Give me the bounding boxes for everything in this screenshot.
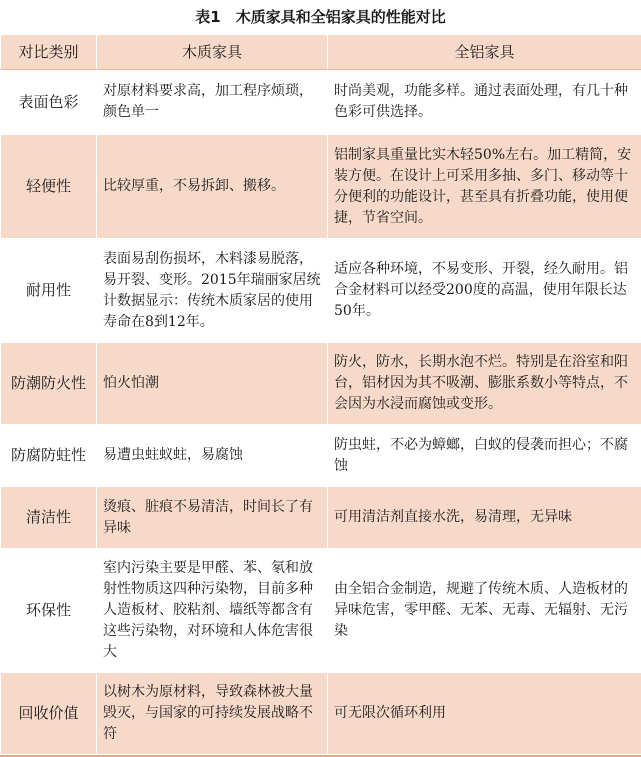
table-row xyxy=(1,135,641,239)
row-wood: 烫痕、脏痕不易清洁，时间长了有异味 xyxy=(97,487,328,549)
row-wood: 对原材料要求高，加工程序烦琐，颜色单一 xyxy=(97,70,328,135)
table-title: 表1 木质家具和全铝家具的性能对比 xyxy=(195,8,446,26)
row-aluminum: 可无限次循环利用 xyxy=(328,673,641,755)
row-aluminum: 时尚美观，功能多样。通过表面处理，有几十种色彩可供选择。 xyxy=(328,70,641,135)
row-category: 轻便性 xyxy=(1,135,97,239)
row-category: 表面色彩 xyxy=(1,70,97,135)
header-row xyxy=(1,35,641,70)
row-wood: 怕火怕潮 xyxy=(97,343,328,425)
table-row xyxy=(1,239,641,343)
row-category: 耐用性 xyxy=(1,239,97,343)
table-row xyxy=(1,673,641,755)
table-row xyxy=(1,343,641,425)
row-category: 防腐防蛀性 xyxy=(1,425,97,487)
row-category: 环保性 xyxy=(1,549,97,673)
row-aluminum: 铝制家具重量比实木轻50%左右。加工精简，安装方便。在设计上可采用多抽、多门、移动等十分便利的功能设计，甚至具有折叠功能，使用便捷，节省空间。 xyxy=(328,135,641,239)
row-aluminum: 防火，防水，长期水泡不烂。特别是在浴室和阳台，铝材因为其不吸潮、膨胀系数小等特点，不会因为水浸而腐蚀或变形。 xyxy=(328,343,641,425)
table-row xyxy=(1,549,641,673)
header-wood: 木质家具 xyxy=(97,35,328,70)
table-row xyxy=(1,425,641,487)
row-wood: 室内污染主要是甲醛、苯、氡和放射性物质这四种污染物，目前多种人造板材、胶粘剂、墙纸等都含有这些污染物，对环境和人体危害很大 xyxy=(97,549,328,673)
comparison-table xyxy=(0,34,641,755)
table-row xyxy=(1,487,641,549)
row-aluminum: 防虫蛀，不必为蟑螂，白蚁的侵袭而担心；不腐蚀 xyxy=(328,425,641,487)
row-category: 清洁性 xyxy=(1,487,97,549)
row-category: 回收价值 xyxy=(1,673,97,755)
row-wood: 易遭虫蛀蚁蛀，易腐蚀 xyxy=(97,425,328,487)
header-category: 对比类别 xyxy=(1,35,97,70)
row-aluminum: 适应各种环境，不易变形、开裂，经久耐用。铝合金材料可以经受200度的高温，使用年限长达50年。 xyxy=(328,239,641,343)
row-wood: 以树木为原材料，导致森林被大量毁灭，与国家的可持续发展战略不符 xyxy=(97,673,328,755)
row-aluminum: 由全铝合金制造，规避了传统木质、人造板材的异味危害，零甲醛、无苯、无毒、无辐射、无污染 xyxy=(328,549,641,673)
row-wood: 比较厚重，不易拆卸、搬移。 xyxy=(97,135,328,239)
row-wood: 表面易刮伤损坏，木料漆易脱落，易开裂、变形。2015年瑞丽家居统计数据显示：传统木质家居的使用寿命在8到12年。 xyxy=(97,239,328,343)
row-category: 防潮防火性 xyxy=(1,343,97,425)
row-aluminum: 可用清洁剂直接水洗，易清理，无异味 xyxy=(328,487,641,549)
header-aluminum: 全铝家具 xyxy=(328,35,641,70)
table-row xyxy=(1,70,641,135)
